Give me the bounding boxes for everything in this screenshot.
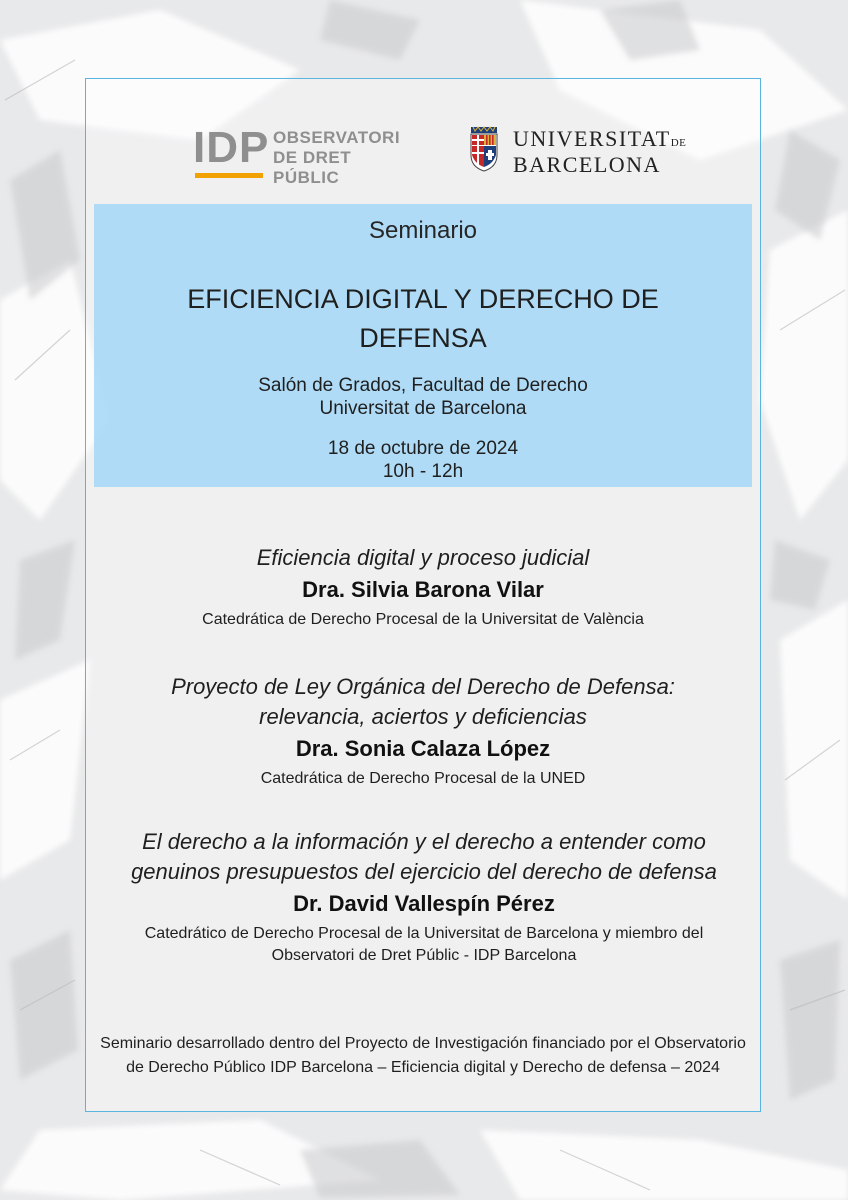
talk-topic: El derecho a la información y el derecho a entender como genuinos presupuestos del ejercicio del derecho de defensa — [131, 829, 717, 884]
funding-note: Seminario desarrollado dentro del Proyecto de Investigación financiado por el Observatorio de Derecho Público IDP Barcelona – Eficiencia digital y Derecho de defensa – 2024 — [100, 1035, 746, 1076]
ub-logo-word-de: DE — [670, 137, 687, 149]
event-datetime — [94, 437, 752, 483]
talk-topic: Proyecto de Ley Orgánica del Derecho de Defensa: relevancia, aciertos y deficiencias — [171, 674, 675, 729]
talk-1 — [94, 543, 752, 631]
event-venue-line2: Universitat de Barcelona — [319, 398, 527, 419]
talk-3 — [124, 827, 724, 967]
talk-speaker: Dra. Sonia Calaza López — [295, 736, 551, 761]
event-time: 10h - 12h — [382, 461, 464, 482]
talk-speaker-role: Catedrática de Derecho Procesal de la UNED — [260, 770, 586, 787]
talk-topic: Eficiencia digital y proceso judicial — [256, 545, 590, 570]
event-type-label: Seminario — [368, 217, 478, 244]
idp-logo-line2: DE DRET PÚBLIC — [273, 148, 352, 187]
idp-letters: IDP — [193, 123, 270, 172]
talk-speaker: Dr. David Vallespín Pérez — [293, 891, 555, 916]
idp-logo-text — [273, 128, 408, 188]
ub-logo-word-universitat: UNIVERSITAT — [513, 126, 671, 151]
ub-logo — [465, 125, 685, 181]
event-date: 18 de octubre de 2024 — [327, 438, 519, 459]
talk-speaker-role: Catedrática de Derecho Procesal de la Universitat de València — [202, 611, 644, 628]
ub-shield-icon — [465, 125, 503, 173]
idp-accent-bar — [195, 173, 263, 178]
ub-logo-word-barcelona: BARCELONA — [513, 152, 661, 177]
talk-2 — [120, 672, 726, 790]
event-venue — [94, 374, 752, 420]
talk-speaker: Dra. Silvia Barona Vilar — [302, 577, 544, 602]
idp-logo-line1: OBSERVATORI — [273, 128, 401, 147]
event-title: EFICIENCIA DIGITAL Y DERECHO DE DEFENSA — [187, 284, 659, 353]
event-banner — [94, 204, 752, 487]
idp-logo — [193, 123, 408, 187]
ub-logo-name — [513, 128, 686, 176]
event-venue-line1: Salón de Grados, Facultad de Derecho — [258, 375, 588, 396]
talk-speaker-role: Catedrático de Derecho Procesal de la Universitat de Barcelona y miembro del Observatori de Dret Públic - IDP Barcelona — [144, 925, 704, 964]
